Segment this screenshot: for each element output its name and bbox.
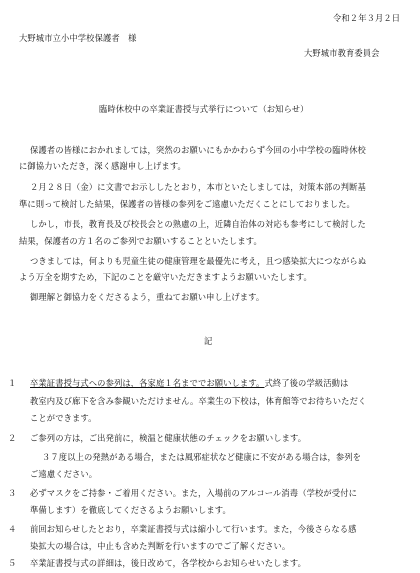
item-continuation: 教室内及び廊下を含み参観いただけません。卒業生の下校は，体育館等でお待ちいただく [30, 396, 367, 406]
ki-heading: 記 [204, 336, 213, 346]
item-continuation: 準備します）を徹底してくださるようお願いします。 [30, 505, 231, 515]
item-number: １ [8, 378, 17, 388]
item-number: ２ [8, 433, 17, 443]
body-line: 準に則って検討した結果，保護者の皆様の参列をご遠慮いただくことにしておりました。 [19, 199, 355, 209]
item-text: 必ずマスクをご持参・ご着用ください。また，入場前のアルコール消毒（学校が受付に [30, 488, 357, 498]
body-line: に御協力いただき，深く感謝申し上げます。 [19, 161, 186, 171]
body-line: 保護者の皆様におかれましては，突然のお願いにもかかわらず今回の小中学校の臨時休校 [30, 145, 366, 155]
body-line: 御理解と御協力をくださるよう，重ねてお願い申し上げます。 [30, 292, 265, 302]
sender-line: 大野城市教育委員会 [304, 48, 380, 58]
list-item [8, 433, 306, 444]
item-number: ４ [8, 524, 17, 534]
item-number: ５ [8, 558, 17, 568]
item-text: 式終了後の学級活動は [264, 378, 349, 388]
list-item [8, 524, 357, 535]
item-text: 卒業証書授与式の詳細は，後日改めて，各学校からお知らせいたします。 [30, 558, 307, 568]
recipient-line: 大野城市立小中学校保護者 様 [19, 33, 137, 43]
body-line: ２月２８日（金）に文書でお示ししたとおり，本市といたしましては，対策本部の判断基 [30, 182, 366, 192]
body-line: しかし，市長，教育長及び校長会との熟慮の上，近隣自治体の対応も参考にして検討した [30, 219, 366, 229]
body-line: よう万全を期すため，下記のことを厳守いただきますようお願いいたします。 [19, 272, 312, 282]
item-continuation: ３７度以上の発熱がある場合，または風邪症状など健康に不安がある場合は，参列を [42, 452, 362, 462]
item-text: 前回お知らせしたとおり，卒業証書授与式は縮小して行います。また，今後さらなる感 [30, 524, 357, 534]
document-title: 臨時休校中の卒業証書授与式挙行について（お知らせ） [99, 104, 309, 114]
issue-date: 令和２年３月２日 [333, 13, 401, 23]
item-emphasis: 卒業証書授与式への参列は，各家庭１名まででお願いします。 [30, 378, 265, 388]
body-line: つきましては，何よりも児童生徒の健康管理を最優先に考え，且つ感染拡大につながらぬ [30, 256, 367, 266]
item-continuation: ことができます。 [30, 413, 97, 423]
item-continuation: 染拡大の場合は，中止も含めた判断を行いますのでご了解ください。 [30, 541, 291, 551]
item-number: ３ [8, 488, 17, 498]
list-item [8, 488, 357, 499]
item-continuation: ご遠慮ください。 [30, 469, 98, 479]
item-text: ご参列の方は，ご出発前に，検温と健康状態のチェックをお願いします。 [30, 433, 307, 443]
list-item [8, 558, 306, 569]
body-line: 結果，保護者の方１名のご参列でお願いすることといたします。 [19, 236, 262, 246]
list-item [8, 378, 348, 389]
